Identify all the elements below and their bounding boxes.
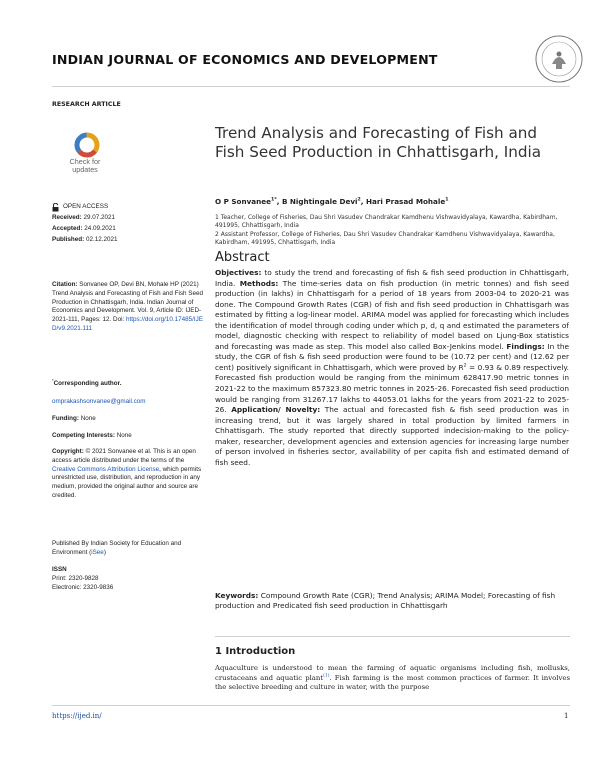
findings-text-2: = 0.93 & 0.89 respectively. Forecasted fish production would be ranging from the minimum 628417.90 metric tonnes in 2021-22 to the maximum 857323.80 metric tonnes in 2025-26. Forecasted fish seed production would be ranging from 31267.17 lakhs to 44053.01 lakhs for the years from 2021-22 to 2025-26. [215,362,569,415]
abstract-body [215,268,569,468]
author-3: Hari Prasad Mohale [366,197,446,206]
corresponding-email-link[interactable]: omprakashsonvanee@gmail.com [52,398,146,405]
issn-block [52,566,113,592]
open-access-row [52,203,108,212]
intro-text-2: . Fish farming is the most common practices of farmer. It involves the selective breeding and culture in water, with the purpose [215,673,570,692]
novelty-text: The actual and forecasted fish & fish seed production was in increasing trend, but it was largely shared in total production by limited farmers in Chhattisgarh. The study reported that directly supported indecision-making to the policy-maker, researcher, development agencies and extension agencies for increasing large number of person involved in fisheries sector, availability of per capita fish and estimated demand of fish seed. [215,405,569,467]
author-1-sup: 1* [271,197,277,203]
competing-interests-row [52,432,132,441]
competing-label: Competing Interests: [52,432,115,439]
author-1: O P Sonvanee [215,197,272,206]
received-label: Received: [52,214,82,221]
funding-label: Funding: [52,415,79,422]
objectives-label: Objectives: [215,268,262,277]
received-row [52,214,115,223]
open-access-label: OPEN ACCESS [63,203,109,211]
introduction-heading: 1 Introduction [215,646,296,657]
issn-print: Print: 2320-9828 [52,574,99,582]
reference-link[interactable]: (1) [323,673,330,679]
padlock-open-icon [52,203,59,212]
accepted-label: Accepted: [52,225,83,232]
findings-label: Findings: [506,341,545,351]
findings-sup: 2 [463,363,467,369]
header-divider [52,86,570,87]
issn-electronic: Electronic: 2320-9836 [52,583,114,591]
published-label: Published: [52,236,85,243]
keywords-text: Compound Growth Rate (CGR); Trend Analysis; ARIMA Model; Forecasting of fish production and Predicated fish seed production in Chhattisgarh [215,591,556,611]
author-list: O P Sonvanee$^{1*}$, B Nightingale Devi$^2$, Hari Prasad Mohale$^1$ [215,197,449,206]
publisher-text: Published By Indian Society for Education and Environment ( [52,540,182,556]
corresponding-label: Corresponding author. [53,380,122,387]
accepted-row [52,225,116,234]
footer-divider [52,705,570,706]
publisher-block [52,540,202,558]
citation-block [52,281,204,334]
isee-logo-icon [534,34,584,84]
author-2: B Nightingale Devi [281,197,358,206]
copyright-text: © 2021 Sonvanee et al. This is an open access article distributed under the terms of the [52,448,196,464]
affiliation-2: 2 Assistant Professor, College of Fisheries, Dau Shri Vasudev Chandrakar Kamdhenu Vishwavidyalaya, Kawardha, Kabirdham, 491995, Chhattisgarh, India [215,231,555,246]
intro-text-1: Aquaculture is understood to mean the farming of aquatic organisms including fish, mollusks, crustaceans and aquatic plant [215,664,570,682]
published-row [52,236,117,245]
keywords-label: Keywords: [215,591,259,600]
introduction-text [215,664,570,693]
competing-value: None [116,432,132,439]
citation-text: Sonvanee OP, Devi BN, Mohale HP (2021) Trend Analysis and Forecasting of Fish and Fish Seed Production in Chhattisgarh, India. Indian Journal of Economics and Development. Vol. 9, Article ID: IJED-2021-111, Pages: 12. [52,281,203,324]
page-number: 1 [564,712,569,720]
corresponding-row: *Corresponding author. [52,377,122,387]
article-title: Trend Analysis and Forecasting of Fish and Fish Seed Production in Chhattisgarh, India [215,124,541,161]
footer-url-link[interactable]: https://ijed.in/ [52,712,102,720]
copyright-text-2: , which permits unrestricted use, distribution, and reproduction in any medium, provided the original author and source are credited. [52,465,202,499]
publisher-close: ) [103,548,106,556]
funding-value: None [80,415,96,422]
journal-title: INDIAN JOURNAL OF ECONOMICS AND DEVELOPMENT [52,52,438,67]
section-divider [215,636,570,637]
author-2-sup: 2 [357,197,361,203]
received-value: 29.07.2021 [83,214,116,221]
methods-label: Methods: [239,278,279,288]
funding-row [52,415,96,424]
author-3-sup: 1 [445,197,449,203]
license-link[interactable]: Creative Commons Attribution License [52,465,160,473]
affiliation-1: 1 Teacher, College of Fisheries, Dau Shri Vasudev Chandrakar Kamdhenu Vishwavidyalaya, Kawardha, Kabirdham, 491995, Chhattisgarh, India [215,214,558,229]
doi-prefix: Doi: [113,316,125,324]
keywords-block [215,591,569,612]
publisher-link[interactable]: iSee [91,548,104,556]
objectives-text: to study the trend and forecasting of fish & fish seed production in Chhattisgarh, India. [215,268,569,288]
issn-label: ISSN [52,566,67,573]
doi-link[interactable]: https://doi.org/10.17485/IJED/v9.2021.111 [52,316,204,332]
published-value: 02.12.2021 [85,236,118,243]
copyright-label: Copyright: [52,448,84,455]
abstract-heading: Abstract [215,250,270,265]
check-for-updates-label[interactable]: Check for updates [69,157,101,174]
findings-text-1: In the study, the CGR of fish & fish seed production were found to be (10.72 per cent) and (12.62 per cent) positively significant in Chhattisgarh, which were proved by R [215,341,569,372]
methods-text: The time-series data on fish production (in metric tonnes) and fish seed production (in lakhs) in Chhattisgarh for a period of 18 years from 2003-04 to 2020-21 was done. The Compound Growth Rates (CGR) of fish and fish seed production in Chhattisgarh was estimated by fitting a log-linear model. ARIMA model was applied for forecasting which includes the identification of model through coding under which p, d, q and estimated the parameters of model, diagnostic checking with respect to reliability of model based on Ljung-Box statistics and forecasting was made as step. This model also called Box-Jenkins model. [215,278,569,351]
copyright-block [52,448,204,501]
article-type: RESEARCH ARTICLE [52,101,121,108]
citation-label: Citation: [52,281,78,288]
accepted-value: 24.09.2021 [84,225,116,232]
novelty-label: Application/ Novelty: [231,405,321,415]
